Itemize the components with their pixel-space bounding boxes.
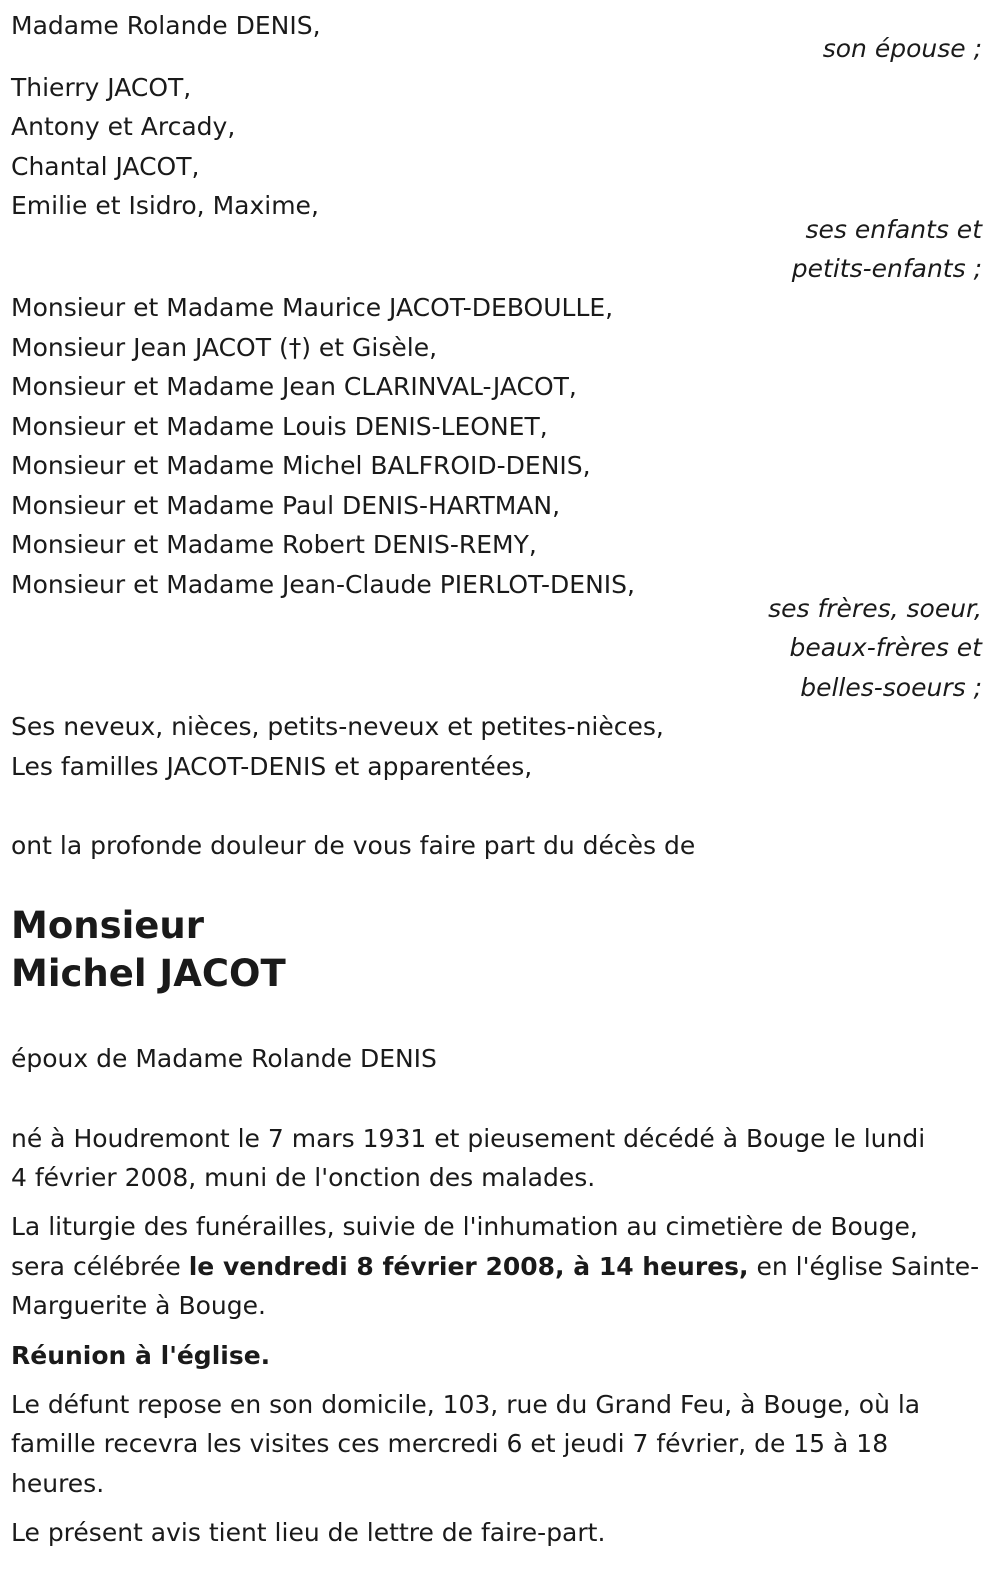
visits-line: heures. (11, 1469, 105, 1498)
relatives-line: Les familles JACOT-DENIS et apparentées, (11, 752, 533, 781)
liturgy-text: en l'église Sainte- (748, 1252, 980, 1281)
birth-line: 4 février 2008, muni de l'onction des malades. (11, 1163, 596, 1192)
notice-line: Le présent avis tient lieu de lettre de faire-part. (11, 1518, 606, 1547)
liturgy-text: sera célébrée (11, 1252, 189, 1281)
sibling-line: Monsieur et Madame Louis DENIS-LEONET, (11, 412, 548, 441)
child-line: Thierry JACOT, (11, 73, 192, 102)
funeral-date: le vendredi 8 février 2008, à 14 heures, (188, 1252, 749, 1281)
spouse-of: époux de Madame Rolande DENIS (11, 1044, 437, 1073)
sibling-line: Monsieur et Madame Paul DENIS-HARTMAN, (11, 491, 561, 520)
sibling-line: Monsieur et Madame Robert DENIS-REMY, (11, 530, 537, 559)
birth-line: né à Houdremont le 7 mars 1931 et pieusement décédé à Bouge le lundi (11, 1124, 926, 1153)
child-line: Emilie et Isidro, Maxime, (11, 191, 319, 220)
sibling-line: Monsieur Jean JACOT (†) et Gisèle, (11, 333, 438, 362)
siblings-role: beaux-frères et (789, 633, 982, 662)
children-role: petits-enfants ; (791, 254, 982, 283)
relatives-line: Ses neveux, nièces, petits-neveux et petites-nièces, (11, 712, 664, 741)
meeting-note: Réunion à l'église. (11, 1341, 271, 1370)
spouse-role: son épouse ; (822, 34, 982, 63)
deceased-title: Monsieur (11, 904, 204, 947)
sibling-line: Monsieur et Madame Maurice JACOT-DEBOULLE, (11, 293, 614, 322)
visits-line: Le défunt repose en son domicile, 103, rue du Grand Feu, à Bouge, où la (11, 1390, 921, 1419)
siblings-role: belles-soeurs ; (800, 673, 982, 702)
deceased-name: Michel JACOT (11, 952, 286, 995)
child-line: Antony et Arcady, (11, 112, 236, 141)
sibling-line: Monsieur et Madame Jean CLARINVAL-JACOT, (11, 372, 577, 401)
visits-line: famille recevra les visites ces mercredi 6 et jeudi 7 février, de 15 à 18 (11, 1429, 889, 1458)
spouse-name: Madame Rolande DENIS, (11, 11, 321, 40)
announcement: ont la profonde douleur de vous faire part du décès de (11, 831, 696, 860)
siblings-role: ses frères, soeur, (768, 594, 982, 623)
sibling-line: Monsieur et Madame Jean-Claude PIERLOT-DENIS, (11, 570, 635, 599)
children-role: ses enfants et (805, 215, 982, 244)
child-line: Chantal JACOT, (11, 152, 200, 181)
sibling-line: Monsieur et Madame Michel BALFROID-DENIS, (11, 451, 591, 480)
liturgy-line: La liturgie des funérailles, suivie de l'inhumation au cimetière de Bouge, (11, 1212, 918, 1241)
liturgy-line (11, 1252, 979, 1282)
liturgy-line: Marguerite à Bouge. (11, 1291, 266, 1320)
